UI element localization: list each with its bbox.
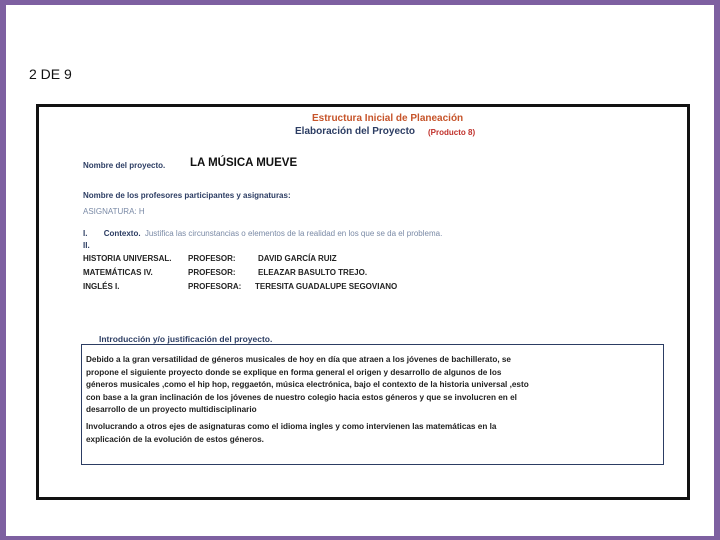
project-name-label: Nombre del proyecto.: [83, 161, 166, 170]
doc-header-line1: Estructura Inicial de Planeación: [312, 113, 464, 124]
paragraph-1-line: géneros musicales ,como el hip hop, reggaetón, música electrónica, bajo el contexto de la historia universal ,esto: [86, 380, 529, 389]
context-numeral: I.: [83, 229, 88, 238]
context-text: Justifica las circunstancias o elementos de la realidad en los que se da el problema.: [144, 229, 443, 238]
context-label: Contexto.: [103, 229, 141, 238]
paragraph-1: [86, 354, 659, 417]
row-1-subject: HISTORIA UNIVERSAL.: [83, 254, 172, 263]
row-2-role: PROFESOR:: [188, 268, 236, 277]
paragraph-1-line: con base a la gran inclinación de los jóvenes de nuestro colegio hacia estos géneros y que se involucren en el: [86, 392, 517, 402]
paragraph-2: [86, 421, 659, 446]
paragraph-1-line: Debido a la gran versatilidad de géneros musicales de hoy en día que atraen a los jóvenes de bachillerato, se: [86, 355, 511, 364]
project-name-value: LA MÚSICA MUEVE: [190, 157, 298, 169]
row-2-name: ELEAZAR BASULTO TREJO.: [258, 268, 368, 277]
slide-page-label: 2 DE 9: [29, 66, 72, 82]
doc-header-line2: Elaboración del Proyecto: [295, 126, 416, 137]
subject-label: ASIGNATURA: H: [83, 207, 145, 216]
row-3-subject: INGLÉS I.: [83, 282, 120, 291]
document-image: [36, 104, 690, 500]
numeral-ii: II.: [83, 241, 90, 250]
paragraph-2-line: explicación de la evolución de estos géneros.: [86, 434, 264, 444]
paragraph-1-line: desarrollo de un proyecto multidisciplinario: [86, 405, 257, 414]
paragraph-2-line: Involucrando a otros ejes de asignaturas como el idioma ingles y como intervienen las matemáticas en la: [86, 422, 497, 431]
professors-label: Nombre de los profesores participantes y asignaturas:: [83, 191, 291, 200]
frame-left-border: [0, 0, 6, 540]
row-3-role: PROFESORA:: [188, 282, 242, 291]
row-2-subject: MATEMÁTICAS IV.: [83, 268, 153, 277]
paragraph-1-line: propone el siguiente proyecto donde se explique en forma general el origen y desarrollo de algunos de los: [86, 367, 502, 377]
product-tag: (Producto 8): [428, 128, 476, 137]
intro-text-box: [81, 344, 664, 465]
row-1-role: PROFESOR:: [188, 254, 236, 263]
row-1-name: DAVID GARCÍA RUIZ: [258, 254, 337, 263]
frame-right-border: [714, 0, 720, 540]
frame-bottom-border: [0, 536, 720, 540]
intro-title: Introducción y/o justificación del proyecto.: [99, 334, 273, 344]
context-line: [83, 229, 442, 238]
frame-top-border: [0, 0, 720, 5]
row-3-name: TERESITA GUADALUPE SEGOVIANO: [255, 282, 398, 291]
